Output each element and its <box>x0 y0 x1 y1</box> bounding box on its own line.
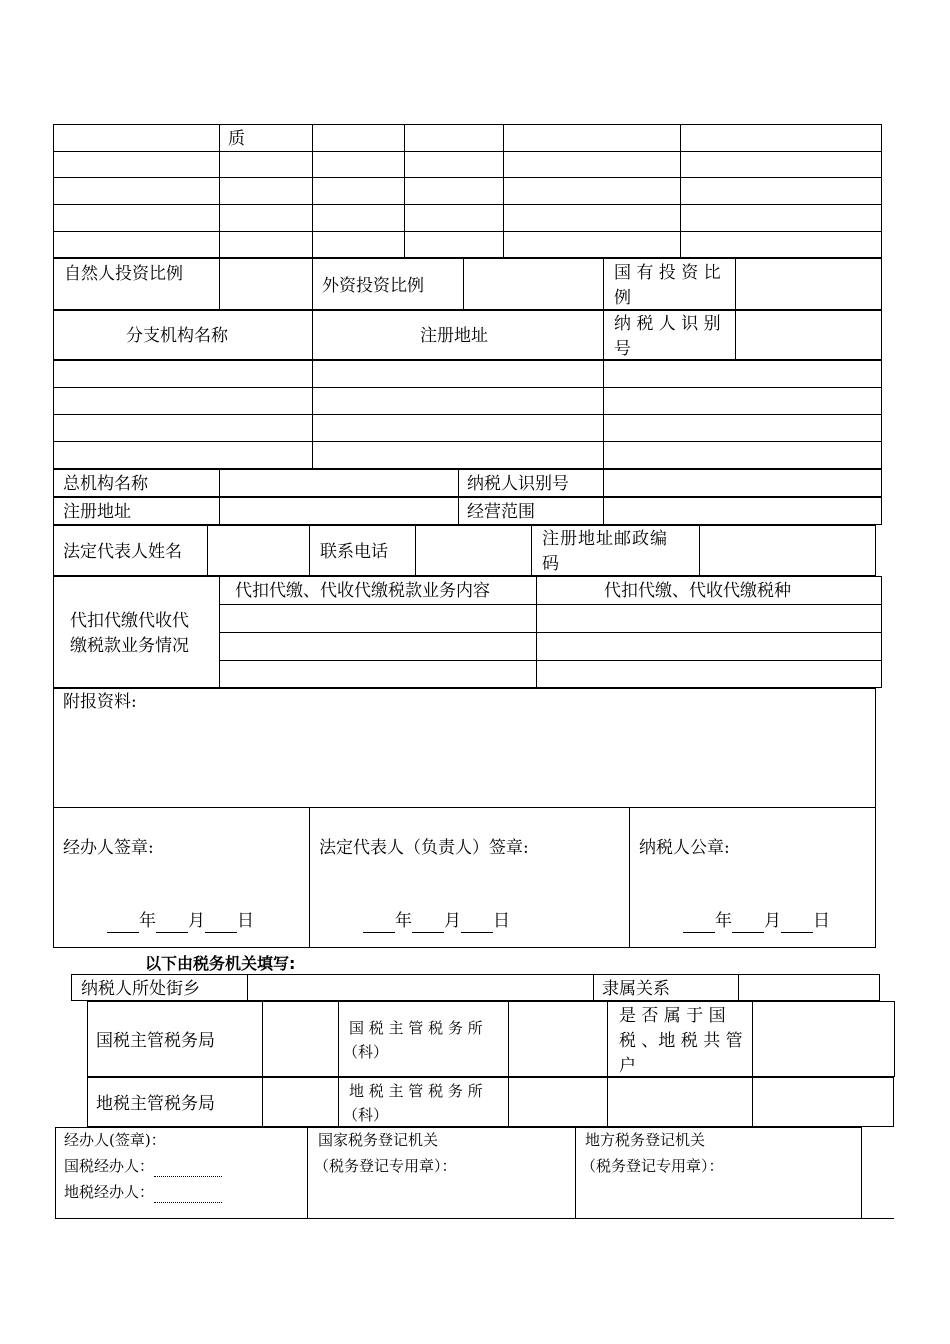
postal-code-label: 注册地址邮政编 <box>542 529 668 549</box>
grid-line <box>503 124 504 258</box>
affiliation-label: 隶属关系 <box>602 979 670 999</box>
grid-line <box>307 1127 308 1219</box>
street-label: 纳税人所处街乡 <box>81 979 200 999</box>
grid-line <box>312 360 313 469</box>
national-registration-seal: （税务登记专用章）： <box>314 1157 457 1175</box>
national-office-label-2: （科） <box>343 1043 389 1061</box>
state-ratio-label: 国 有 投 资 比 <box>614 263 721 283</box>
investor-grid-header: 质 <box>228 129 245 149</box>
foreign-ratio-field[interactable] <box>464 259 602 309</box>
national-registration-org: 国家税务登记机关 <box>318 1131 439 1149</box>
grid-line <box>603 310 604 360</box>
postal-code-field[interactable] <box>700 526 875 575</box>
grid-line <box>219 124 220 258</box>
hq-address-field[interactable] <box>220 498 457 524</box>
seal-date: 年 月 日 <box>683 909 830 933</box>
hq-taxid-field[interactable] <box>604 470 881 496</box>
shared-household-label-3: 户 <box>619 1056 636 1076</box>
local-registration-seal: （税务登记专用章）： <box>581 1157 724 1175</box>
company-seal-label: 纳税人公章: <box>639 838 730 858</box>
withholding-label: 代扣代缴代收代 <box>70 611 189 631</box>
grid-line <box>309 525 310 576</box>
hq-scope-field[interactable] <box>604 498 881 524</box>
phone-field[interactable] <box>416 526 530 575</box>
handler-signature-label: 经办人签章: <box>63 838 154 858</box>
grid-line <box>53 204 882 205</box>
local-handler-line: 地税经办人： <box>64 1181 222 1203</box>
local-bureau-label: 地税主管税务局 <box>96 1094 215 1114</box>
shared-household-label: 是 否 属 于 国 <box>619 1006 726 1026</box>
grid-line <box>404 124 405 258</box>
hq-address-label: 注册地址 <box>63 502 131 522</box>
investor-grid <box>53 124 882 258</box>
grid-line <box>603 258 604 310</box>
branch-taxid-header: 纳 税 人 识 别 <box>614 314 721 334</box>
grid-line <box>219 604 882 605</box>
grid-line <box>53 151 882 152</box>
attachments-label: 附报资料: <box>63 692 137 712</box>
grid-line <box>531 525 532 576</box>
hq-name-field[interactable] <box>220 470 457 496</box>
legal-date: 年 月 日 <box>363 909 510 933</box>
hq-taxid-label: 纳税人识别号 <box>467 474 569 494</box>
handler-date: 年 月 日 <box>107 909 254 933</box>
grid-line <box>53 231 882 232</box>
grid-line <box>312 124 313 258</box>
grid-line <box>312 258 313 310</box>
state-ratio-label-2: 例 <box>614 288 631 308</box>
local-office-label: 地 税 主 管 税 务 所 <box>349 1082 483 1100</box>
grid-line <box>629 807 630 948</box>
withholding-content-header: 代扣代缴、代收代缴税款业务内容 <box>235 581 490 601</box>
grid-line <box>53 177 882 178</box>
grid-line <box>575 1127 576 1219</box>
grid-line <box>53 441 882 442</box>
legal-signature-label: 法定代表人（负责人）签章: <box>319 838 529 858</box>
registration-handler-label: 经办人(签章)： <box>64 1131 166 1149</box>
legal-rep-label: 法定代表人姓名 <box>63 542 182 562</box>
foreign-ratio-label: 外资投资比例 <box>322 276 424 296</box>
natural-person-ratio-field[interactable] <box>220 259 311 309</box>
national-bureau-label: 国税主管税务局 <box>96 1031 215 1051</box>
branch-address-header: 注册地址 <box>420 326 488 346</box>
branch-taxid-header-2: 号 <box>614 339 631 359</box>
hq-name-label: 总机构名称 <box>63 474 148 494</box>
national-handler-line: 国税经办人： <box>64 1155 222 1177</box>
grid-line <box>735 310 736 360</box>
national-office-label: 国 税 主 管 税 务 所 <box>349 1019 483 1037</box>
local-registration-org: 地方税务登记机关 <box>585 1131 706 1149</box>
withholding-label-2: 缴税款业务情况 <box>70 636 189 656</box>
natural-person-ratio-label: 自然人投资比例 <box>64 264 183 284</box>
hq-scope-label: 经营范围 <box>467 502 535 522</box>
grid-line <box>593 974 594 1001</box>
grid-line <box>680 124 681 258</box>
shared-household-label-2: 税 、地 税 共 管 <box>619 1031 743 1051</box>
street-field[interactable] <box>248 975 592 1000</box>
grid-line <box>53 387 882 388</box>
grid-line <box>309 807 310 948</box>
state-ratio-field[interactable] <box>736 259 881 309</box>
grid-line <box>312 310 313 360</box>
grid-line <box>862 1218 894 1219</box>
grid-line <box>53 414 882 415</box>
phone-label: 联系电话 <box>320 542 388 562</box>
branch-name-header: 分支机构名称 <box>126 326 228 346</box>
grid-line <box>219 660 882 661</box>
grid-line <box>219 632 882 633</box>
attachments-section <box>53 688 876 808</box>
affiliation-field[interactable] <box>739 975 879 1000</box>
tax-office-heading: 以下由税务机关填写: <box>145 954 296 973</box>
legal-rep-field[interactable] <box>208 526 308 575</box>
grid-line <box>603 360 604 469</box>
local-office-label-2: （科） <box>343 1106 389 1124</box>
withholding-tax-header: 代扣代缴、代收代缴税种 <box>604 581 791 601</box>
postal-code-label-2: 码 <box>542 554 559 574</box>
